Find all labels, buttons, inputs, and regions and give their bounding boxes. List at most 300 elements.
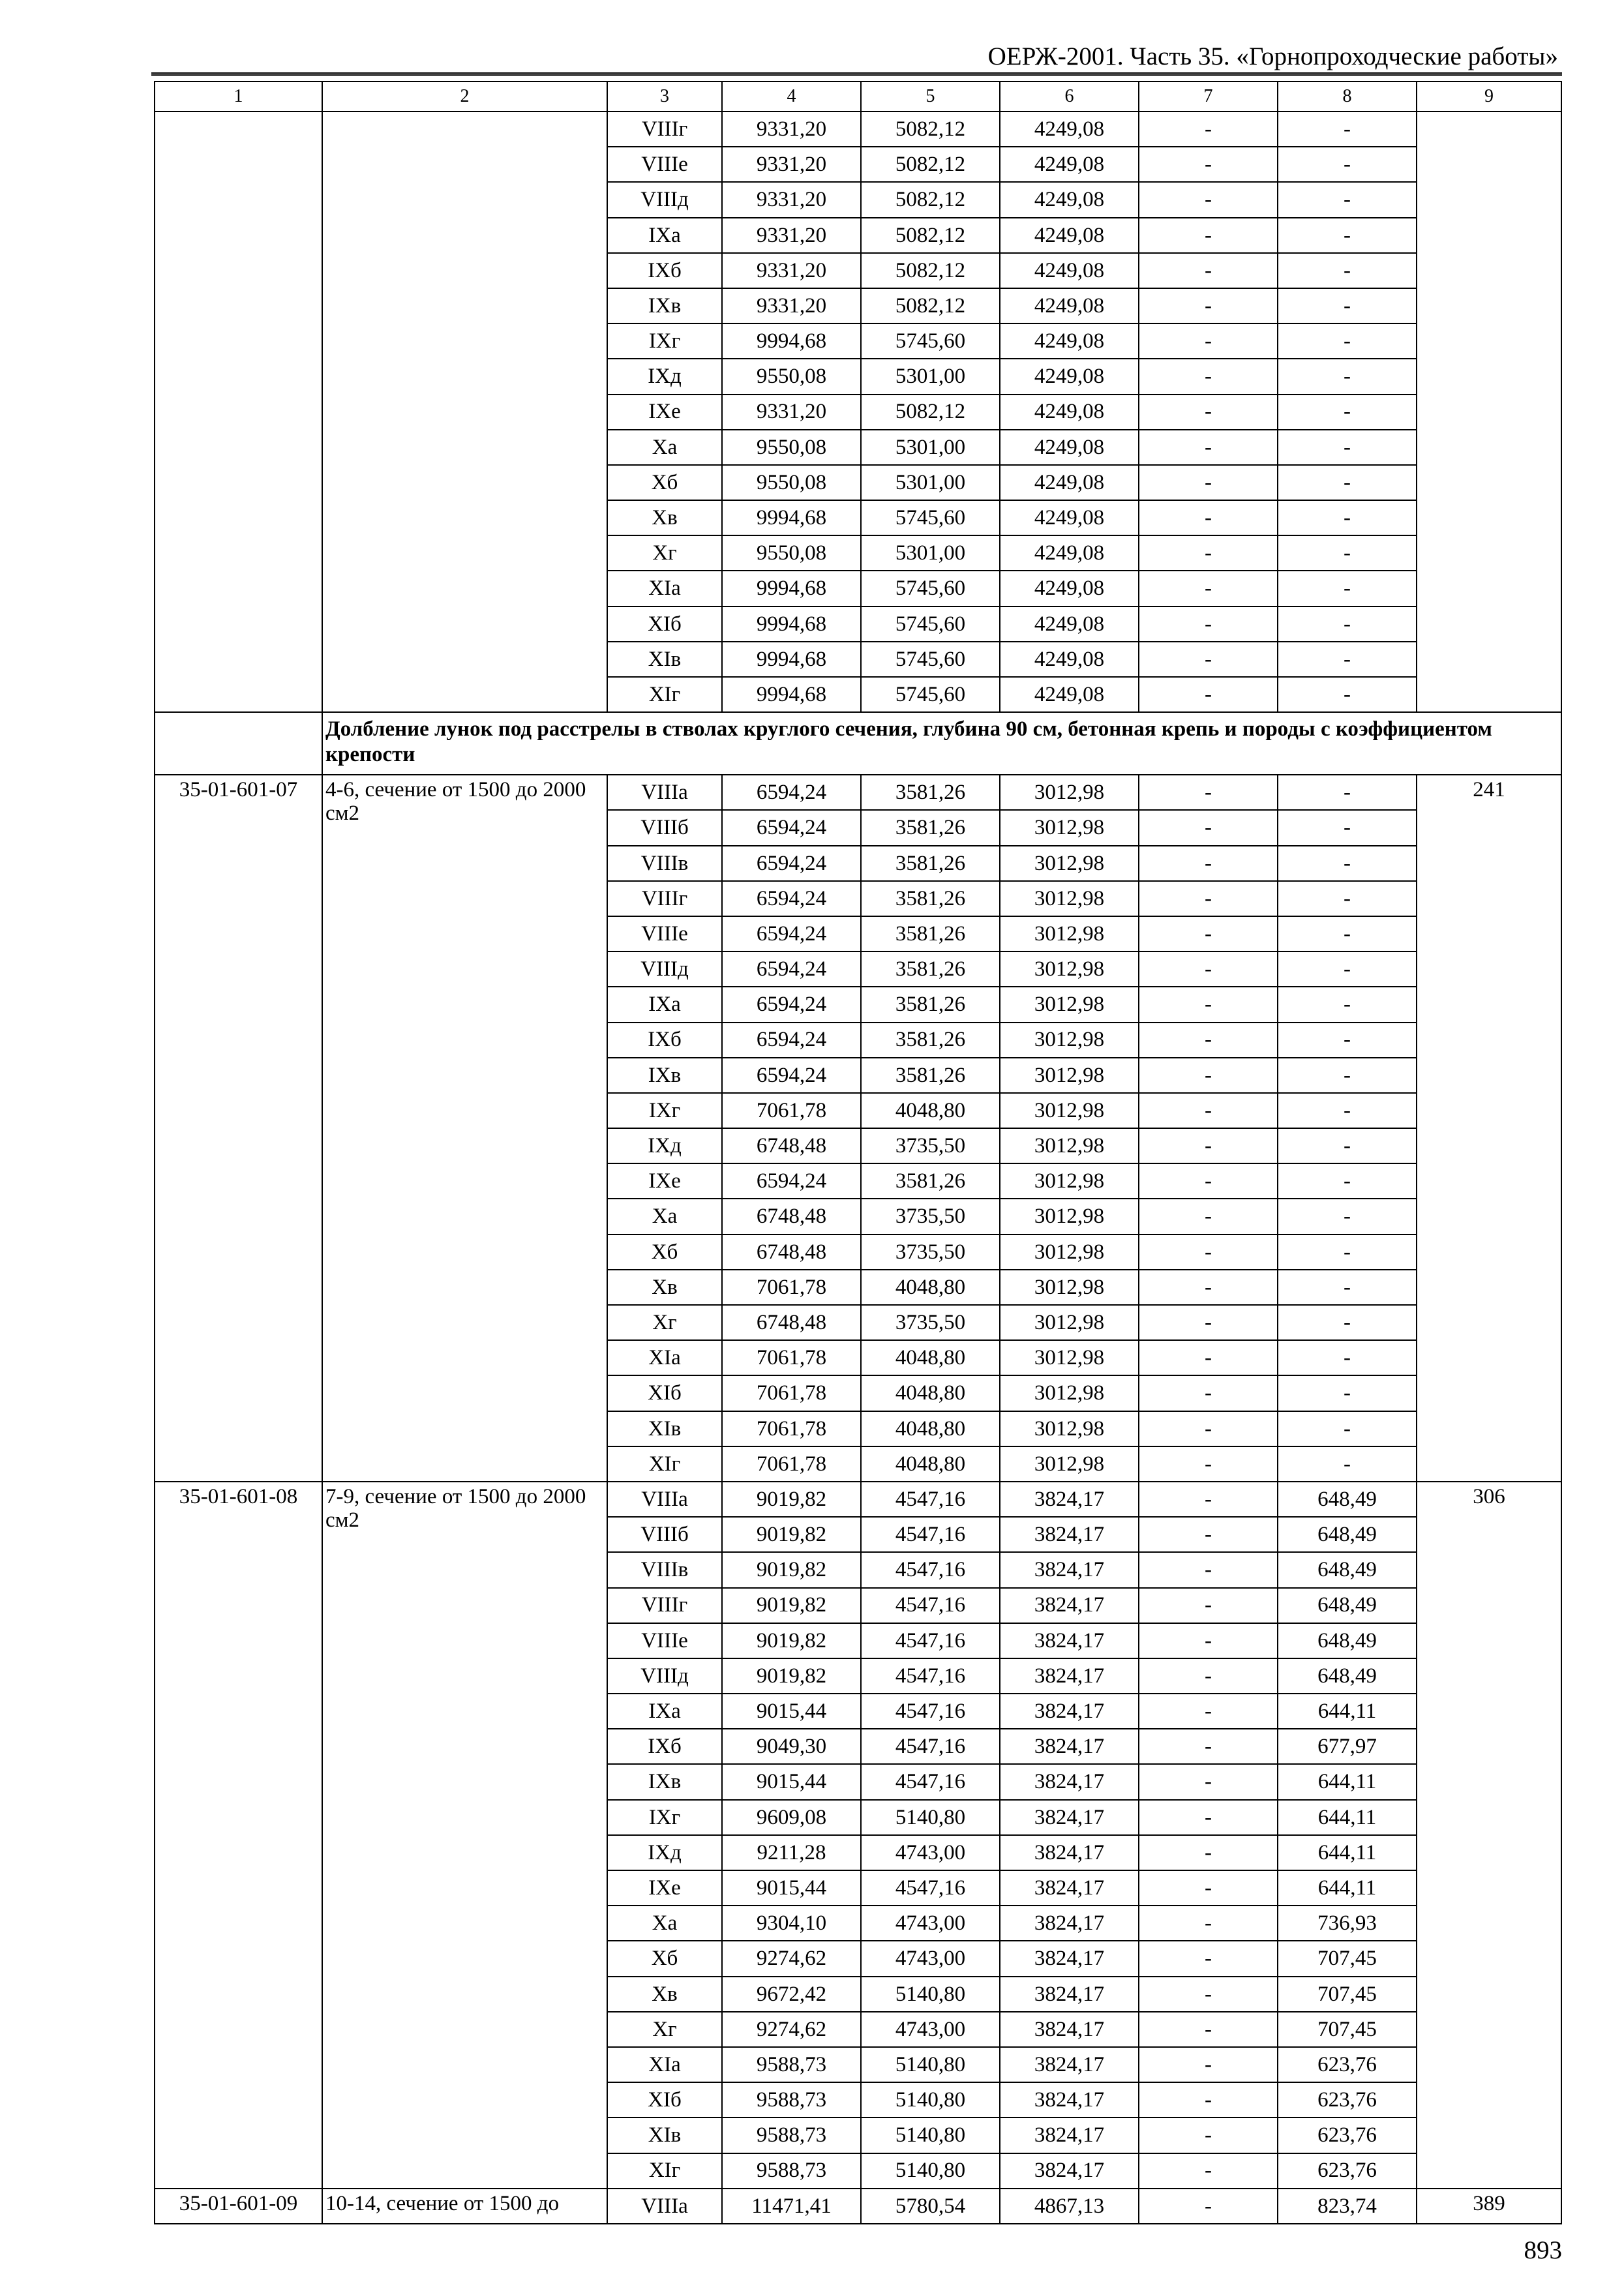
labor-cost-cell: 5301,00: [861, 535, 1000, 571]
labor-cost-cell: 3581,26: [861, 775, 1000, 810]
machine-cost-cell: 3824,17: [1000, 2047, 1139, 2082]
labor-cost-cell: 5082,12: [861, 147, 1000, 182]
driver-wage-cell: -: [1139, 1906, 1278, 1941]
machine-cost-cell: 3824,17: [1000, 1729, 1139, 1764]
materials-cost-cell: -: [1278, 465, 1417, 500]
labor-cost-cell: 4547,16: [861, 1658, 1000, 1694]
rock-class-cell: XIа: [607, 571, 722, 606]
total-cost-cell: 9019,82: [722, 1658, 861, 1694]
driver-wage-cell: -: [1139, 1446, 1278, 1482]
rock-class-cell: XIа: [607, 2047, 722, 2082]
total-cost-cell: 6748,48: [722, 1199, 861, 1234]
total-cost-cell: 9550,08: [722, 465, 861, 500]
machine-cost-cell: 3012,98: [1000, 1023, 1139, 1058]
machine-cost-cell: 4249,08: [1000, 323, 1139, 359]
section-title: Долбление лунок под расстрелы в стволах круглого сечения, глубина 90 см, бетонная крепь и породы с коэффициентом крепости: [322, 712, 1561, 775]
driver-wage-cell: -: [1139, 606, 1278, 642]
rock-class-cell: IXа: [607, 218, 722, 253]
labor-cost-cell: 3581,26: [861, 916, 1000, 951]
materials-cost-cell: 623,76: [1278, 2117, 1417, 2153]
driver-wage-cell: -: [1139, 1552, 1278, 1587]
materials-cost-cell: -: [1278, 1446, 1417, 1482]
labor-cost-cell: 4547,16: [861, 1764, 1000, 1799]
machine-cost-cell: 3824,17: [1000, 2012, 1139, 2047]
materials-cost-cell: -: [1278, 112, 1417, 147]
driver-wage-cell: -: [1139, 987, 1278, 1022]
machine-cost-cell: 4249,08: [1000, 359, 1139, 394]
machine-cost-cell: 3824,17: [1000, 1623, 1139, 1658]
rock-class-cell: Xа: [607, 1199, 722, 1234]
machine-cost-cell: 3824,17: [1000, 1658, 1139, 1694]
machine-cost-cell: 3012,98: [1000, 1234, 1139, 1270]
total-cost-cell: 7061,78: [722, 1340, 861, 1375]
machine-cost-cell: 3012,98: [1000, 1411, 1139, 1446]
rock-class-cell: Xа: [607, 1906, 722, 1941]
materials-cost-cell: 736,93: [1278, 1906, 1417, 1941]
labor-cost-cell: 5140,80: [861, 2153, 1000, 2189]
labor-cost-cell: 4743,00: [861, 1941, 1000, 1976]
labor-cost-cell: 4048,80: [861, 1375, 1000, 1411]
total-cost-cell: 6594,24: [722, 881, 861, 916]
materials-cost-cell: 648,49: [1278, 1482, 1417, 1517]
materials-cost-cell: 644,11: [1278, 1835, 1417, 1870]
materials-cost-cell: -: [1278, 881, 1417, 916]
driver-wage-cell: -: [1139, 395, 1278, 430]
machine-cost-cell: 3012,98: [1000, 1128, 1139, 1163]
rock-class-cell: Xа: [607, 430, 722, 465]
labor-cost-cell: 4547,16: [861, 1588, 1000, 1623]
column-header: 6: [1000, 82, 1139, 112]
machine-cost-cell: 3824,17: [1000, 1764, 1139, 1799]
total-cost-cell: 9672,42: [722, 1977, 861, 2012]
code-cell: 35-01-601-08: [155, 1482, 322, 2189]
labor-cost-cell: 5140,80: [861, 1800, 1000, 1835]
labor-cost-cell: 4547,16: [861, 1623, 1000, 1658]
driver-wage-cell: -: [1139, 1128, 1278, 1163]
rock-class-cell: VIIIе: [607, 1623, 722, 1658]
rock-class-cell: Xб: [607, 1941, 722, 1976]
materials-cost-cell: -: [1278, 395, 1417, 430]
materials-cost-cell: -: [1278, 846, 1417, 881]
rock-class-cell: VIIIд: [607, 182, 722, 217]
driver-wage-cell: -: [1139, 1163, 1278, 1199]
driver-wage-cell: -: [1139, 1658, 1278, 1694]
materials-cost-cell: 623,76: [1278, 2047, 1417, 2082]
labor-cost-cell: 4547,16: [861, 1482, 1000, 1517]
materials-cost-cell: -: [1278, 1375, 1417, 1411]
machine-cost-cell: 3824,17: [1000, 2117, 1139, 2153]
total-cost-cell: 9274,62: [722, 1941, 861, 1976]
labor-hours-cell: [1417, 112, 1561, 712]
labor-cost-cell: 5745,60: [861, 500, 1000, 535]
total-cost-cell: 9588,73: [722, 2117, 861, 2153]
rock-class-cell: IXг: [607, 1093, 722, 1128]
machine-cost-cell: 3824,17: [1000, 1552, 1139, 1587]
machine-cost-cell: 3012,98: [1000, 987, 1139, 1022]
labor-cost-cell: 3581,26: [861, 881, 1000, 916]
materials-cost-cell: 644,11: [1278, 1694, 1417, 1729]
total-cost-cell: 9211,28: [722, 1835, 861, 1870]
materials-cost-cell: 623,76: [1278, 2153, 1417, 2189]
labor-cost-cell: 4048,80: [861, 1340, 1000, 1375]
materials-cost-cell: -: [1278, 642, 1417, 677]
rock-class-cell: VIIIв: [607, 846, 722, 881]
labor-cost-cell: 3581,26: [861, 987, 1000, 1022]
machine-cost-cell: 3012,98: [1000, 1199, 1139, 1234]
driver-wage-cell: -: [1139, 2082, 1278, 2117]
materials-cost-cell: 648,49: [1278, 1623, 1417, 1658]
rock-class-cell: IXв: [607, 1764, 722, 1799]
total-cost-cell: 9994,68: [722, 677, 861, 712]
machine-cost-cell: 3012,98: [1000, 1446, 1139, 1482]
labor-cost-cell: 4048,80: [861, 1446, 1000, 1482]
labor-cost-cell: 4547,16: [861, 1552, 1000, 1587]
table-header: [155, 82, 1561, 112]
materials-cost-cell: -: [1278, 775, 1417, 810]
column-header: 5: [861, 82, 1000, 112]
rock-class-cell: VIIIа: [607, 1482, 722, 1517]
total-cost-cell: 6748,48: [722, 1234, 861, 1270]
rock-class-cell: XIг: [607, 2153, 722, 2189]
rock-class-cell: XIв: [607, 642, 722, 677]
materials-cost-cell: -: [1278, 1199, 1417, 1234]
materials-cost-cell: -: [1278, 916, 1417, 951]
total-cost-cell: 9019,82: [722, 1482, 861, 1517]
labor-cost-cell: 5140,80: [861, 1977, 1000, 2012]
machine-cost-cell: 3824,17: [1000, 1835, 1139, 1870]
driver-wage-cell: -: [1139, 677, 1278, 712]
materials-cost-cell: -: [1278, 535, 1417, 571]
machine-cost-cell: 3824,17: [1000, 1694, 1139, 1729]
labor-cost-cell: 4048,80: [861, 1411, 1000, 1446]
materials-cost-cell: -: [1278, 571, 1417, 606]
total-cost-cell: 6594,24: [722, 916, 861, 951]
rock-class-cell: Xв: [607, 1270, 722, 1305]
driver-wage-cell: -: [1139, 1764, 1278, 1799]
materials-cost-cell: -: [1278, 951, 1417, 987]
total-cost-cell: 7061,78: [722, 1446, 861, 1482]
labor-cost-cell: 4048,80: [861, 1093, 1000, 1128]
driver-wage-cell: -: [1139, 182, 1278, 217]
driver-wage-cell: -: [1139, 500, 1278, 535]
labor-cost-cell: 4743,00: [861, 2012, 1000, 2047]
materials-cost-cell: 707,45: [1278, 1941, 1417, 1976]
total-cost-cell: 9274,62: [722, 2012, 861, 2047]
labor-cost-cell: 3581,26: [861, 810, 1000, 845]
machine-cost-cell: 4249,08: [1000, 677, 1139, 712]
materials-cost-cell: -: [1278, 1270, 1417, 1305]
driver-wage-cell: -: [1139, 2153, 1278, 2189]
machine-cost-cell: 4249,08: [1000, 430, 1139, 465]
rock-class-cell: IXе: [607, 1870, 722, 1906]
total-cost-cell: 11471,41: [722, 2189, 861, 2224]
machine-cost-cell: 3012,98: [1000, 810, 1139, 845]
rock-class-cell: XIг: [607, 677, 722, 712]
driver-wage-cell: -: [1139, 1093, 1278, 1128]
driver-wage-cell: -: [1139, 359, 1278, 394]
total-cost-cell: 6594,24: [722, 1058, 861, 1093]
total-cost-cell: 9019,82: [722, 1623, 861, 1658]
machine-cost-cell: 4249,08: [1000, 112, 1139, 147]
table-row: [155, 112, 1561, 147]
column-header: 1: [155, 82, 322, 112]
materials-cost-cell: -: [1278, 810, 1417, 845]
total-cost-cell: 6748,48: [722, 1305, 861, 1340]
rock-class-cell: VIIIб: [607, 1517, 722, 1552]
machine-cost-cell: 3824,17: [1000, 1482, 1139, 1517]
table-row: [155, 2189, 1561, 2224]
code-cell: [155, 112, 322, 712]
rock-class-cell: VIIIа: [607, 2189, 722, 2224]
machine-cost-cell: 3012,98: [1000, 1058, 1139, 1093]
machine-cost-cell: 3824,17: [1000, 1588, 1139, 1623]
labor-cost-cell: 5301,00: [861, 430, 1000, 465]
labor-hours-cell: 241: [1417, 775, 1561, 1482]
materials-cost-cell: -: [1278, 218, 1417, 253]
labor-cost-cell: 3735,50: [861, 1199, 1000, 1234]
materials-cost-cell: 677,97: [1278, 1729, 1417, 1764]
total-cost-cell: 9019,82: [722, 1588, 861, 1623]
materials-cost-cell: 644,11: [1278, 1870, 1417, 1906]
labor-cost-cell: 5082,12: [861, 395, 1000, 430]
column-header: 4: [722, 82, 861, 112]
driver-wage-cell: -: [1139, 1058, 1278, 1093]
machine-cost-cell: 3824,17: [1000, 1941, 1139, 1976]
total-cost-cell: 9331,20: [722, 147, 861, 182]
materials-cost-cell: 644,11: [1278, 1764, 1417, 1799]
driver-wage-cell: -: [1139, 253, 1278, 288]
rock-class-cell: IXд: [607, 1128, 722, 1163]
page-header: ОЕРЖ-2001. Часть 35. «Горнопроходческие работы»: [151, 38, 1562, 76]
machine-cost-cell: 4249,08: [1000, 606, 1139, 642]
machine-cost-cell: 3012,98: [1000, 951, 1139, 987]
driver-wage-cell: -: [1139, 1870, 1278, 1906]
total-cost-cell: 9588,73: [722, 2082, 861, 2117]
rock-class-cell: IXв: [607, 1058, 722, 1093]
rock-class-cell: VIIIд: [607, 1658, 722, 1694]
rock-class-cell: XIб: [607, 606, 722, 642]
rock-class-cell: IXд: [607, 359, 722, 394]
total-cost-cell: 6594,24: [722, 775, 861, 810]
total-cost-cell: 6594,24: [722, 951, 861, 987]
rock-class-cell: Xг: [607, 2012, 722, 2047]
labor-cost-cell: 5082,12: [861, 253, 1000, 288]
materials-cost-cell: -: [1278, 323, 1417, 359]
column-header: 9: [1417, 82, 1561, 112]
machine-cost-cell: 3012,98: [1000, 1163, 1139, 1199]
materials-cost-cell: 823,74: [1278, 2189, 1417, 2224]
rock-class-cell: IXг: [607, 323, 722, 359]
labor-cost-cell: 5082,12: [861, 182, 1000, 217]
total-cost-cell: 9049,30: [722, 1729, 861, 1764]
rock-class-cell: VIIIг: [607, 112, 722, 147]
driver-wage-cell: -: [1139, 1023, 1278, 1058]
total-cost-cell: 9994,68: [722, 642, 861, 677]
machine-cost-cell: 3012,98: [1000, 1270, 1139, 1305]
labor-cost-cell: 5745,60: [861, 606, 1000, 642]
materials-cost-cell: -: [1278, 500, 1417, 535]
machine-cost-cell: 3824,17: [1000, 1906, 1139, 1941]
rock-class-cell: IXб: [607, 1023, 722, 1058]
total-cost-cell: 9609,08: [722, 1800, 861, 1835]
driver-wage-cell: -: [1139, 430, 1278, 465]
rock-class-cell: IXе: [607, 395, 722, 430]
rock-class-cell: Xг: [607, 1305, 722, 1340]
rock-class-cell: Xб: [607, 465, 722, 500]
total-cost-cell: 9015,44: [722, 1870, 861, 1906]
machine-cost-cell: 3012,98: [1000, 1340, 1139, 1375]
description-cell: 10-14, сечение от 1500 до: [322, 2189, 607, 2224]
total-cost-cell: 7061,78: [722, 1270, 861, 1305]
machine-cost-cell: 3824,17: [1000, 2082, 1139, 2117]
machine-cost-cell: 4249,08: [1000, 147, 1139, 182]
labor-cost-cell: 3581,26: [861, 951, 1000, 987]
driver-wage-cell: -: [1139, 147, 1278, 182]
labor-cost-cell: 5140,80: [861, 2047, 1000, 2082]
driver-wage-cell: -: [1139, 1375, 1278, 1411]
column-header: 3: [607, 82, 722, 112]
total-cost-cell: 9588,73: [722, 2047, 861, 2082]
materials-cost-cell: -: [1278, 147, 1417, 182]
rock-class-cell: VIIIд: [607, 951, 722, 987]
driver-wage-cell: -: [1139, 2012, 1278, 2047]
driver-wage-cell: -: [1139, 951, 1278, 987]
rock-class-cell: Xб: [607, 1234, 722, 1270]
total-cost-cell: 9331,20: [722, 288, 861, 323]
machine-cost-cell: 4249,08: [1000, 395, 1139, 430]
total-cost-cell: 6594,24: [722, 1163, 861, 1199]
total-cost-cell: 7061,78: [722, 1375, 861, 1411]
total-cost-cell: 9019,82: [722, 1517, 861, 1552]
rock-class-cell: IXг: [607, 1800, 722, 1835]
labor-cost-cell: 3581,26: [861, 1058, 1000, 1093]
labor-cost-cell: 4743,00: [861, 1906, 1000, 1941]
labor-cost-cell: 3735,50: [861, 1234, 1000, 1270]
materials-cost-cell: -: [1278, 677, 1417, 712]
rock-class-cell: Xв: [607, 1977, 722, 2012]
driver-wage-cell: -: [1139, 1305, 1278, 1340]
rock-class-cell: Xг: [607, 535, 722, 571]
materials-cost-cell: 644,11: [1278, 1800, 1417, 1835]
total-cost-cell: 9019,82: [722, 1552, 861, 1587]
description-cell: [322, 112, 607, 712]
driver-wage-cell: -: [1139, 1340, 1278, 1375]
rock-class-cell: VIIIе: [607, 916, 722, 951]
labor-cost-cell: 5780,54: [861, 2189, 1000, 2224]
materials-cost-cell: 648,49: [1278, 1552, 1417, 1587]
rock-class-cell: IXд: [607, 1835, 722, 1870]
materials-cost-cell: -: [1278, 430, 1417, 465]
rock-class-cell: IXа: [607, 987, 722, 1022]
labor-cost-cell: 5301,00: [861, 465, 1000, 500]
driver-wage-cell: -: [1139, 1270, 1278, 1305]
table-row: [155, 775, 1561, 810]
column-header: 8: [1278, 82, 1417, 112]
driver-wage-cell: -: [1139, 465, 1278, 500]
machine-cost-cell: 3012,98: [1000, 881, 1139, 916]
materials-cost-cell: -: [1278, 1340, 1417, 1375]
machine-cost-cell: 4249,08: [1000, 642, 1139, 677]
labor-cost-cell: 5140,80: [861, 2082, 1000, 2117]
code-cell: 35-01-601-07: [155, 775, 322, 1482]
machine-cost-cell: 3824,17: [1000, 1800, 1139, 1835]
driver-wage-cell: -: [1139, 642, 1278, 677]
total-cost-cell: 6594,24: [722, 810, 861, 845]
driver-wage-cell: -: [1139, 1694, 1278, 1729]
driver-wage-cell: -: [1139, 1977, 1278, 2012]
materials-cost-cell: -: [1278, 1058, 1417, 1093]
labor-cost-cell: 3735,50: [861, 1305, 1000, 1340]
labor-hours-cell: 306: [1417, 1482, 1561, 2189]
labor-cost-cell: 5082,12: [861, 288, 1000, 323]
table-row: [155, 1482, 1561, 1517]
total-cost-cell: 6594,24: [722, 846, 861, 881]
total-cost-cell: 6594,24: [722, 1023, 861, 1058]
column-header: 2: [322, 82, 607, 112]
total-cost-cell: 9331,20: [722, 112, 861, 147]
rock-class-cell: VIIIе: [607, 147, 722, 182]
total-cost-cell: 9550,08: [722, 535, 861, 571]
materials-cost-cell: -: [1278, 1023, 1417, 1058]
materials-cost-cell: -: [1278, 253, 1417, 288]
machine-cost-cell: 4867,13: [1000, 2189, 1139, 2224]
total-cost-cell: 6748,48: [722, 1128, 861, 1163]
total-cost-cell: 9994,68: [722, 323, 861, 359]
driver-wage-cell: -: [1139, 775, 1278, 810]
driver-wage-cell: -: [1139, 571, 1278, 606]
rock-class-cell: VIIIг: [607, 1588, 722, 1623]
materials-cost-cell: -: [1278, 1163, 1417, 1199]
labor-cost-cell: 4547,16: [861, 1870, 1000, 1906]
driver-wage-cell: -: [1139, 1729, 1278, 1764]
machine-cost-cell: 3012,98: [1000, 916, 1139, 951]
column-header: 7: [1139, 82, 1278, 112]
rock-class-cell: XIб: [607, 2082, 722, 2117]
materials-cost-cell: -: [1278, 359, 1417, 394]
materials-cost-cell: -: [1278, 1411, 1417, 1446]
labor-cost-cell: 4547,16: [861, 1517, 1000, 1552]
rock-class-cell: XIв: [607, 2117, 722, 2153]
total-cost-cell: 9304,10: [722, 1906, 861, 1941]
machine-cost-cell: 3824,17: [1000, 2153, 1139, 2189]
total-cost-cell: 9550,08: [722, 359, 861, 394]
materials-cost-cell: -: [1278, 1305, 1417, 1340]
machine-cost-cell: 3012,98: [1000, 1305, 1139, 1340]
total-cost-cell: 9331,20: [722, 253, 861, 288]
driver-wage-cell: -: [1139, 1800, 1278, 1835]
labor-cost-cell: 5301,00: [861, 359, 1000, 394]
labor-cost-cell: 3581,26: [861, 1023, 1000, 1058]
driver-wage-cell: -: [1139, 2189, 1278, 2224]
machine-cost-cell: 3012,98: [1000, 1375, 1139, 1411]
rock-class-cell: XIа: [607, 1340, 722, 1375]
driver-wage-cell: -: [1139, 810, 1278, 845]
labor-cost-cell: 5140,80: [861, 2117, 1000, 2153]
labor-cost-cell: 3581,26: [861, 846, 1000, 881]
materials-cost-cell: 707,45: [1278, 2012, 1417, 2047]
labor-cost-cell: 3581,26: [861, 1163, 1000, 1199]
driver-wage-cell: -: [1139, 2047, 1278, 2082]
section-spacer: [155, 712, 322, 775]
code-cell: 35-01-601-09: [155, 2189, 322, 2224]
rock-class-cell: VIIIв: [607, 1552, 722, 1587]
description-cell: 7-9, сечение от 1500 до 2000 см2: [322, 1482, 607, 2189]
total-cost-cell: 6594,24: [722, 987, 861, 1022]
total-cost-cell: 9994,68: [722, 571, 861, 606]
driver-wage-cell: -: [1139, 1623, 1278, 1658]
rock-class-cell: VIIIа: [607, 775, 722, 810]
machine-cost-cell: 4249,08: [1000, 218, 1139, 253]
